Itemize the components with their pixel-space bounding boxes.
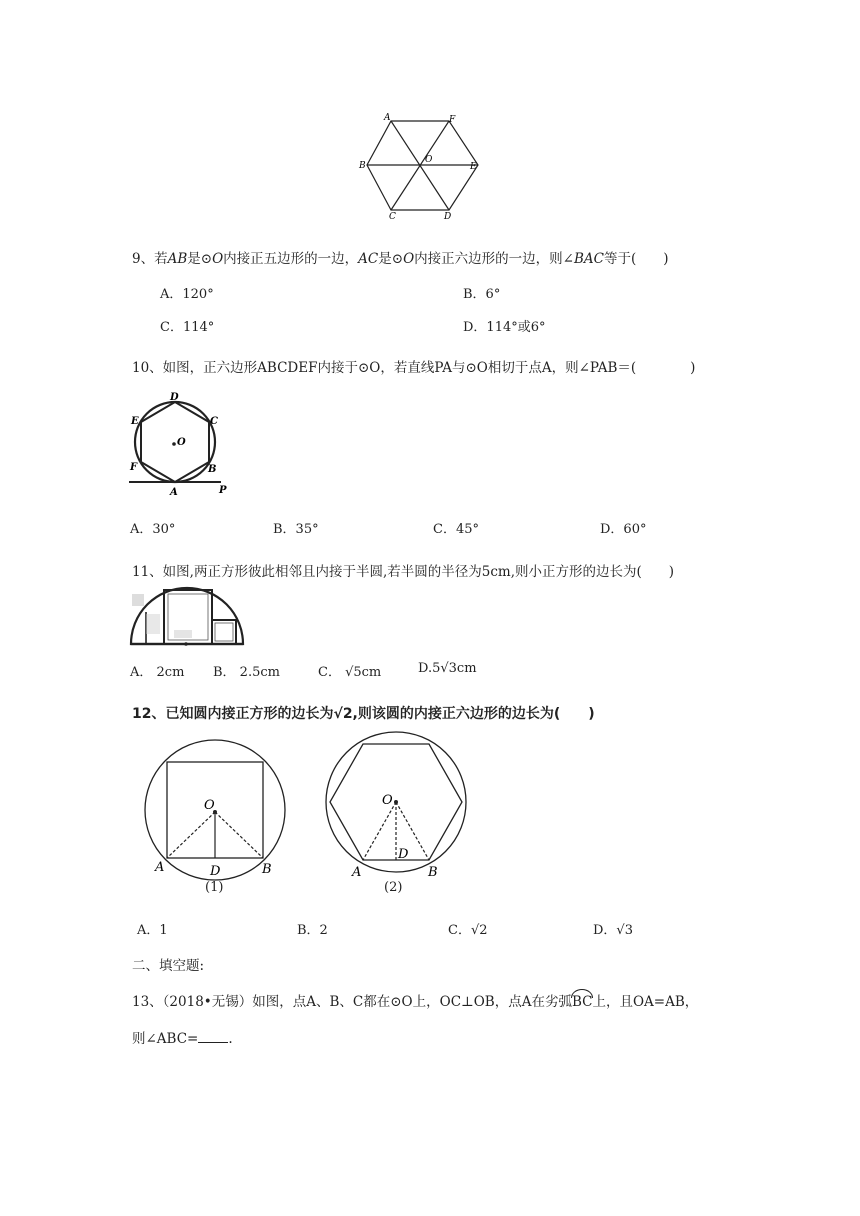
q10-option-d: D．60° xyxy=(600,522,647,537)
label-D: D xyxy=(170,392,179,403)
q9-text-1: 是⊙ xyxy=(187,251,213,267)
fig2-label-O: O xyxy=(382,793,393,808)
label-E: E xyxy=(131,416,139,427)
q9-o1: O xyxy=(212,251,224,267)
circle-square-figure-1 xyxy=(140,737,290,877)
label-C: C xyxy=(389,212,396,222)
q11-option-d: D.5√3cm xyxy=(418,661,477,676)
label-P: P xyxy=(219,485,227,496)
section-title-fill-in: 二、填空题: xyxy=(132,958,205,974)
q9-option-a: A．120° xyxy=(160,287,214,302)
q9-option-c: C．114° xyxy=(160,320,215,335)
fig1-label-A: A xyxy=(155,860,165,875)
q12-option-b: B．2 xyxy=(297,923,328,938)
q11-option-c: C． √5cm xyxy=(318,665,382,680)
label-F: F xyxy=(449,115,456,125)
q12-option-c: C．√2 xyxy=(448,923,488,938)
q13-text-b: 上，且OA=AB， xyxy=(592,994,699,1010)
q9-option-b: B．6° xyxy=(463,287,501,302)
q13-text-c: 则∠ABC= xyxy=(132,1031,199,1047)
question-13-line-1 xyxy=(132,990,698,1010)
question-11: 11、如图,两正方形彼此相邻且内接于半圆,若半圆的半径为5cm,则小正方形的边长为( ) xyxy=(132,564,675,580)
q12-option-a: A．1 xyxy=(137,923,168,938)
q10-option-b: B．35° xyxy=(273,522,319,537)
question-13-line-2 xyxy=(132,1027,233,1047)
q9-bac: BAC xyxy=(573,251,604,267)
label-B: B xyxy=(208,464,217,475)
q13-text-d: . xyxy=(228,1031,233,1047)
q9-number: 9、若 xyxy=(132,251,168,267)
q10-option-a: A．30° xyxy=(130,522,176,537)
q11-option-a: A． 2cm xyxy=(130,665,185,680)
fig1-label-O: O xyxy=(204,798,215,813)
label-F: F xyxy=(130,462,138,473)
q12-option-d: D．√3 xyxy=(593,923,633,938)
question-12: 12、已知圆内接正方形的边长为√2,则该圆的内接正六边形的边长为( ) xyxy=(132,706,595,722)
q9-o2: O xyxy=(403,251,415,267)
fig2-label-D: D xyxy=(398,847,409,862)
question-9 xyxy=(132,247,669,267)
fig2-label-B: B xyxy=(428,865,438,880)
label-D: D xyxy=(444,212,452,222)
fig2-label-A: A xyxy=(352,865,362,880)
q10-option-c: C．45° xyxy=(433,522,479,537)
label-A: A xyxy=(170,487,178,498)
q9-option-d: D．114°或6° xyxy=(463,320,546,335)
q13-text-a: 13、（2018•无锡）如图，点A、B、C都在⊙O上，OC⊥OB，点A在劣弧 xyxy=(132,994,572,1010)
fig2-caption: (2) xyxy=(384,880,403,895)
q9-text-2: 内接正五边形的一边， xyxy=(223,251,359,267)
q9-ab: AB xyxy=(167,251,188,267)
label-O: O xyxy=(177,437,186,448)
label-E: E xyxy=(470,162,477,172)
q11-option-b: B． 2.5cm xyxy=(213,665,280,680)
q9-text-5: 等于( ) xyxy=(603,251,669,267)
label-C: C xyxy=(210,416,218,427)
fig1-label-D: D xyxy=(210,864,221,879)
label-A: A xyxy=(384,113,391,123)
label-O: O xyxy=(425,155,433,165)
fig1-caption: (1) xyxy=(205,880,224,895)
inscribed-hexagon-tangent-figure xyxy=(126,392,236,498)
hexagon-figure-top xyxy=(355,110,495,225)
fig1-label-B: B xyxy=(262,862,272,877)
label-B: B xyxy=(359,161,366,171)
question-10: 10、如图，正六边形ABCDEF内接于⊙O，若直线PA与⊙O相切于点A，则∠PAB＝( ) xyxy=(132,360,696,376)
q9-text-4: 内接正六边形的一边，则∠ xyxy=(414,251,574,267)
circle-hexagon-figure-2 xyxy=(322,724,472,880)
q9-ac: AC xyxy=(358,251,379,267)
semicircle-squares-figure xyxy=(128,586,246,648)
q13-answer-blank[interactable] xyxy=(198,1030,228,1043)
q13-arc-bc: BC xyxy=(571,994,593,1010)
q9-text-3: 是⊙ xyxy=(378,251,404,267)
